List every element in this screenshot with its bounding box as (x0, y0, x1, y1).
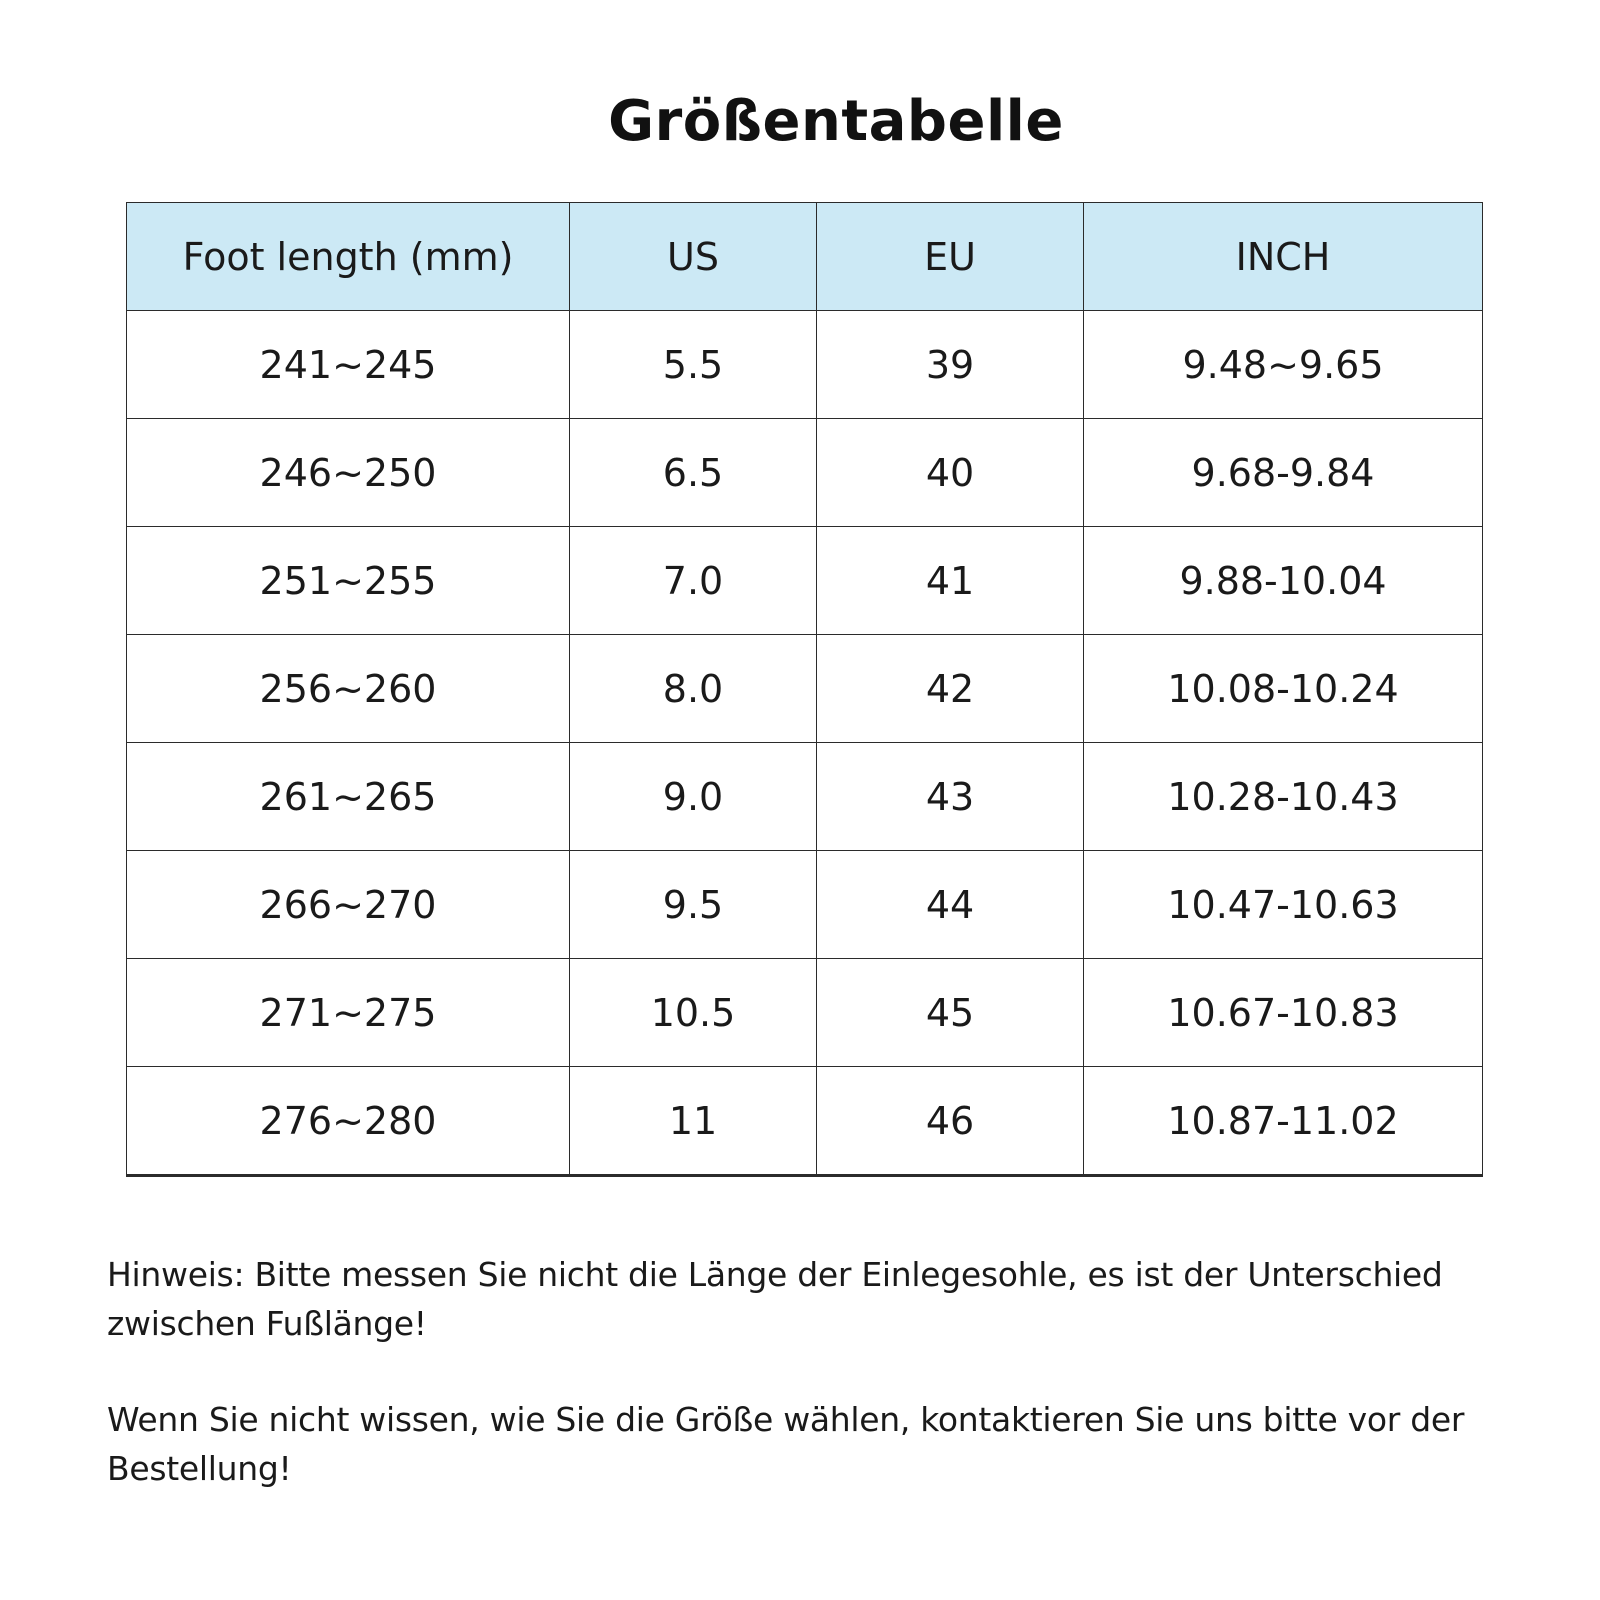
header-eu: EU (817, 203, 1084, 311)
table-row (127, 311, 1483, 419)
table-row (127, 527, 1483, 635)
size-table (126, 202, 1483, 1177)
cell-inch: 10.47-10.63 (1084, 851, 1483, 959)
cell-inch: 9.88-10.04 (1084, 527, 1483, 635)
cell-us: 7.0 (570, 527, 817, 635)
measurement-hint: Hinweis: Bitte messen Sie nicht die Länge der Einlegesohle, es ist der Unterschied zwischen Fußlänge! (107, 1255, 1443, 1343)
cell-eu: 44 (817, 851, 1084, 959)
table-header-row (127, 203, 1483, 311)
contact-note: Wenn Sie nicht wissen, wie Sie die Größe wählen, kontaktieren Sie uns bitte vor der Bestellung! (107, 1400, 1465, 1488)
cell-eu: 46 (817, 1067, 1084, 1176)
header-foot-length: Foot length (mm) (127, 203, 570, 311)
table-row (127, 635, 1483, 743)
cell-inch: 9.68-9.84 (1084, 419, 1483, 527)
cell-inch: 9.48~9.65 (1084, 311, 1483, 419)
cell-inch: 10.87-11.02 (1084, 1067, 1483, 1176)
cell-foot-length: 256~260 (127, 635, 570, 743)
cell-foot-length: 266~270 (127, 851, 570, 959)
cell-us: 11 (570, 1067, 817, 1176)
cell-inch: 10.08-10.24 (1084, 635, 1483, 743)
cell-eu: 45 (817, 959, 1084, 1067)
cell-inch: 10.67-10.83 (1084, 959, 1483, 1067)
header-inch: INCH (1084, 203, 1483, 311)
cell-inch: 10.28-10.43 (1084, 743, 1483, 851)
cell-foot-length: 276~280 (127, 1067, 570, 1176)
cell-us: 10.5 (570, 959, 817, 1067)
cell-eu: 41 (817, 527, 1084, 635)
cell-eu: 43 (817, 743, 1084, 851)
cell-foot-length: 251~255 (127, 527, 570, 635)
cell-us: 5.5 (570, 311, 817, 419)
cell-eu: 40 (817, 419, 1084, 527)
table-row (127, 419, 1483, 527)
table-row (127, 851, 1483, 959)
table-row (127, 1067, 1483, 1176)
cell-foot-length: 271~275 (127, 959, 570, 1067)
cell-us: 6.5 (570, 419, 817, 527)
cell-foot-length: 261~265 (127, 743, 570, 851)
cell-foot-length: 241~245 (127, 311, 570, 419)
cell-us: 9.5 (570, 851, 817, 959)
cell-eu: 39 (817, 311, 1084, 419)
page-title: Größentabelle (608, 89, 1064, 154)
cell-eu: 42 (817, 635, 1084, 743)
cell-us: 8.0 (570, 635, 817, 743)
header-us: US (570, 203, 817, 311)
table-row (127, 743, 1483, 851)
cell-us: 9.0 (570, 743, 817, 851)
table-row (127, 959, 1483, 1067)
cell-foot-length: 246~250 (127, 419, 570, 527)
